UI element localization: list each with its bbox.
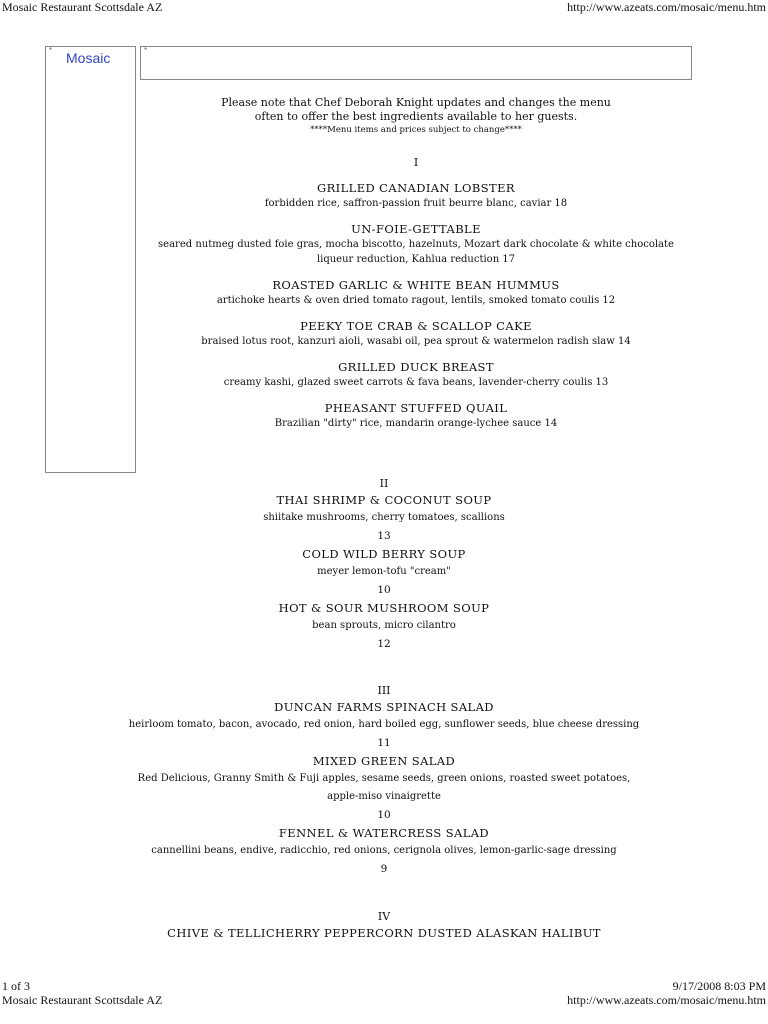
item-name: CHIVE & TELLICHERRY PEPPERCORN DUSTED ALASKAN HALIBUT	[167, 926, 601, 940]
intro-disclaimer: ****Menu items and prices subject to change****	[310, 125, 522, 135]
course-3	[0, 683, 768, 879]
item-description: braised lotus root, kanzuri aioli, wasabi oil, pea sprout & watermelon radish slaw 14	[201, 336, 631, 347]
intro-line-1: Please note that Chef Deborah Knight updates and changes the menu	[221, 96, 611, 109]
item-name: MIXED GREEN SALAD	[312, 754, 456, 768]
menu-content	[140, 96, 692, 431]
item-name: GRILLED CANADIAN LOBSTER	[317, 181, 515, 195]
course-numeral: IV	[377, 910, 391, 923]
menu-item	[140, 318, 692, 349]
item-description: shiitake mushrooms, cherry tomatoes, scallions	[263, 512, 505, 523]
course-numeral: II	[379, 477, 389, 490]
course-numeral: I	[413, 156, 419, 169]
item-description: bean sprouts, micro cilantro	[312, 620, 456, 631]
item-description: heirloom tomato, bacon, avocado, red onion, hard boiled egg, sunflower seeds, blue cheese dressing	[128, 719, 640, 730]
item-description: Red Delicious, Granny Smith & Fuji apples, sesame seeds, green onions, roasted sweet potatoes,	[137, 773, 631, 784]
item-description: forbidden rice, saffron-passion fruit beurre blanc, caviar 18	[264, 198, 568, 209]
frame-marker: *	[49, 46, 53, 55]
course-4	[0, 909, 768, 942]
item-name: ROASTED GARLIC & WHITE BEAN HUMMUS	[272, 278, 560, 292]
menu-item	[140, 277, 692, 308]
print-datetime: 9/17/2008 8:03 PM	[672, 979, 766, 993]
item-price: 10	[377, 584, 391, 596]
item-name: GRILLED DUCK BREAST	[338, 360, 494, 374]
item-description: cannellini beans, endive, radicchio, red onions, cerignola olives, lemon-garlic-sage dressing	[151, 845, 617, 856]
frame-marker: *	[144, 46, 148, 55]
intro-line-2: often to offer the best ingredients available to her guests.	[254, 110, 578, 123]
item-description: creamy kashi, glazed sweet carrots & fava beans, lavender-cherry coulis 13	[223, 377, 609, 388]
item-name: HOT & SOUR MUSHROOM SOUP	[278, 601, 490, 615]
menu-item	[140, 400, 692, 431]
print-header-url: http://www.azeats.com/mosaic/menu.htm	[567, 0, 766, 14]
print-header-title: Mosaic Restaurant Scottsdale AZ	[2, 0, 163, 14]
item-price: 13	[377, 530, 391, 542]
print-footer-url: http://www.azeats.com/mosaic/menu.htm	[567, 993, 766, 1007]
item-name: COLD WILD BERRY SOUP	[302, 547, 466, 561]
mosaic-logo-link[interactable]: Mosaic	[66, 50, 111, 66]
item-price: 12	[377, 638, 391, 650]
item-price: 11	[377, 737, 391, 749]
item-description: meyer lemon-tofu "cream"	[317, 566, 451, 577]
left-nav-frame	[45, 46, 136, 473]
course-numeral: III	[377, 684, 391, 697]
menu-item	[140, 221, 692, 267]
item-name: PEEKY TOE CRAB & SCALLOP CAKE	[300, 319, 532, 333]
course-2	[0, 476, 768, 654]
item-price: 9	[380, 863, 388, 875]
course-1	[140, 155, 692, 431]
item-name: PHEASANT STUFFED QUAIL	[324, 401, 508, 415]
item-description: artichoke hearts & oven dried tomato ragout, lentils, smoked tomato coulis 12	[216, 295, 616, 306]
item-name: DUNCAN FARMS SPINACH SALAD	[274, 700, 494, 714]
item-description: Brazilian "dirty" rice, mandarin orange-lychee sauce 14	[274, 418, 558, 429]
print-footer	[0, 979, 768, 1024]
menu-item	[140, 180, 692, 211]
item-name: THAI SHRIMP & COCONUT SOUP	[276, 493, 492, 507]
print-footer-title: Mosaic Restaurant Scottsdale AZ	[2, 993, 163, 1007]
top-banner-frame	[140, 46, 692, 80]
item-name: FENNEL & WATERCRESS SALAD	[278, 826, 490, 840]
menu-item	[140, 359, 692, 390]
item-name: UN-FOIE-GETTABLE	[351, 222, 481, 236]
menu-intro	[140, 96, 692, 136]
page-number: 1 of 3	[2, 979, 30, 993]
item-price: 10	[377, 809, 391, 821]
item-description-cont: apple-miso vinaigrette	[327, 791, 441, 802]
item-description: seared nutmeg dusted foie gras, mocha biscotto, hazelnuts, Mozart dark chocolate & white chocolate liqueur reduction, Kahlua reduction 17	[158, 239, 674, 265]
print-header	[0, 0, 768, 16]
